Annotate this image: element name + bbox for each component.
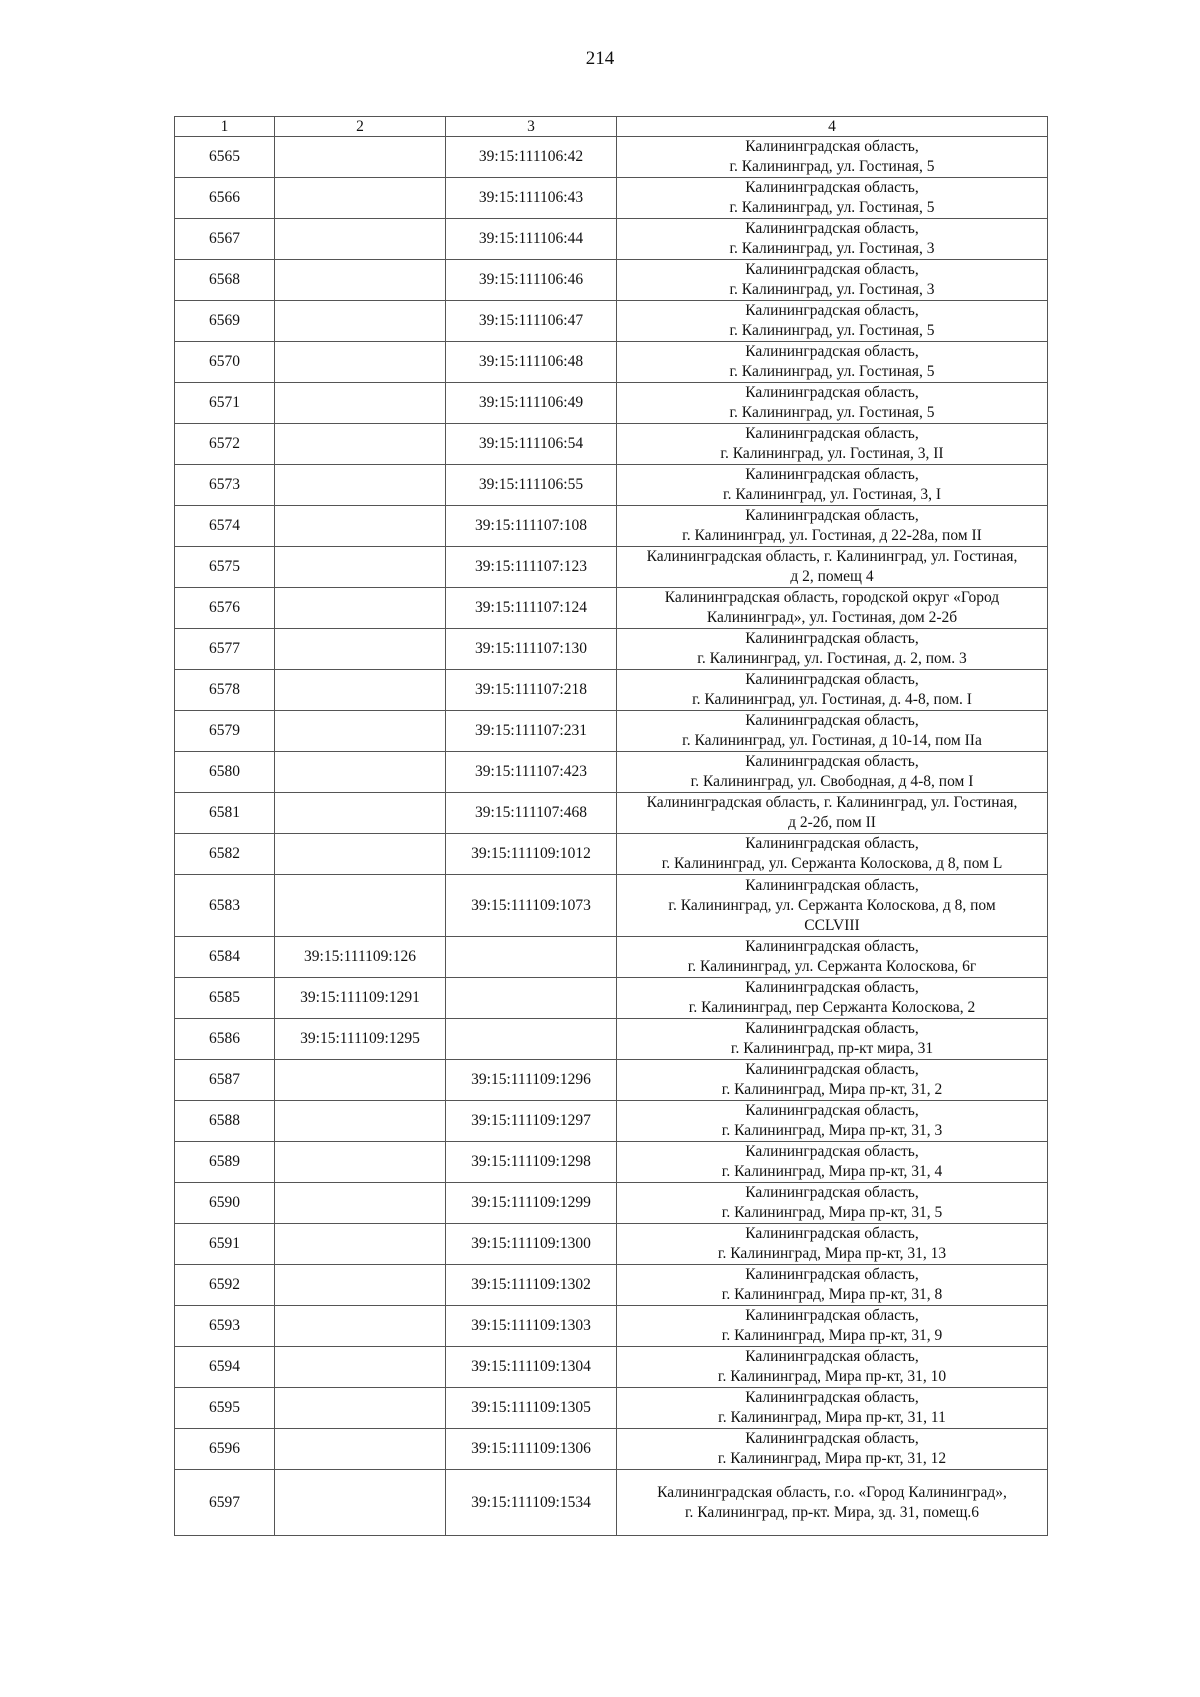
column-header: 1	[175, 117, 275, 137]
table-row	[175, 875, 1048, 937]
address-line: CCLVIII	[804, 916, 860, 934]
address-line: г. Калининград, Мира пр-кт, 31, 5	[721, 1204, 943, 1221]
address-cell	[617, 937, 1048, 978]
address-line: г. Калининград, ул. Гостиная, д 22-28а, пом II	[682, 527, 982, 544]
column-2-cell: 39:15:111109:1291	[275, 978, 446, 1019]
cadastral-number-cell: 39:15:111109:1306	[446, 1429, 617, 1470]
column-2-cell	[275, 342, 446, 383]
cadastral-number-cell: 39:15:111109:1296	[446, 1060, 617, 1101]
cadastral-number-cell: 39:15:111107:468	[446, 793, 617, 834]
row-number-cell: 6585	[175, 978, 275, 1019]
address-line: Калининградская область,	[745, 1143, 919, 1160]
table-row	[175, 793, 1048, 834]
column-2-cell	[275, 1183, 446, 1224]
row-number-cell: 6593	[175, 1306, 275, 1347]
address-cell	[617, 711, 1048, 752]
address-cell	[617, 793, 1048, 834]
table-row	[175, 1429, 1048, 1470]
table-row	[175, 465, 1048, 506]
row-number-cell: 6582	[175, 834, 275, 875]
table-row	[175, 711, 1048, 752]
column-2-cell	[275, 506, 446, 547]
address-line: г. Калининград, ул. Сержанта Колоскова, 6г	[687, 958, 977, 975]
address-line: г. Калининград, ул. Гостиная, 5	[729, 404, 935, 421]
address-cell	[617, 424, 1048, 465]
address-line: Калининградская область,	[745, 835, 919, 852]
row-number-cell: 6573	[175, 465, 275, 506]
address-line: Калининградская область,	[745, 979, 919, 996]
address-line: Калининградская область,	[745, 466, 919, 483]
cadastral-number-cell: 39:15:111109:1534	[446, 1470, 617, 1536]
address-cell	[617, 219, 1048, 260]
row-number-cell: 6591	[175, 1224, 275, 1265]
table-row	[175, 342, 1048, 383]
row-number-cell: 6565	[175, 137, 275, 178]
row-number-cell: 6588	[175, 1101, 275, 1142]
column-2-cell	[275, 1347, 446, 1388]
address-line: г. Калининград, ул. Гостиная, 3, I	[723, 486, 941, 503]
column-header: 4	[617, 117, 1048, 137]
column-header: 3	[446, 117, 617, 137]
address-line: г. Калининград, Мира пр-кт, 31, 12	[717, 1450, 947, 1467]
column-2-cell	[275, 1265, 446, 1306]
address-line: Калининградская область,	[745, 384, 919, 401]
table-row	[175, 1470, 1048, 1536]
column-2-cell	[275, 219, 446, 260]
address-cell	[617, 547, 1048, 588]
row-number-cell: 6567	[175, 219, 275, 260]
address-cell	[617, 301, 1048, 342]
address-cell	[617, 1347, 1048, 1388]
address-cell	[617, 588, 1048, 629]
cadastral-number-cell: 39:15:111109:1297	[446, 1101, 617, 1142]
address-line: Калининградская область,	[745, 1348, 919, 1365]
address-line: г. Калининград, ул. Сержанта Колоскова, д 8, пом	[668, 896, 996, 914]
address-cell	[617, 670, 1048, 711]
row-number-cell: 6576	[175, 588, 275, 629]
cadastral-number-cell: 39:15:111109:1303	[446, 1306, 617, 1347]
column-2-cell	[275, 711, 446, 752]
cadastral-number-cell: 39:15:111109:1298	[446, 1142, 617, 1183]
row-number-cell: 6577	[175, 629, 275, 670]
address-line: Калининградская область,	[745, 876, 919, 894]
address-line: Калининградская область,	[745, 138, 919, 155]
row-number-cell: 6578	[175, 670, 275, 711]
page-number: 214	[585, 48, 615, 69]
table-row	[175, 301, 1048, 342]
table-row	[175, 937, 1048, 978]
address-line: г. Калининград, Мира пр-кт, 31, 2	[721, 1081, 943, 1098]
row-number-cell: 6571	[175, 383, 275, 424]
column-2-cell	[275, 424, 446, 465]
row-number-cell: 6597	[175, 1470, 275, 1536]
address-line: г. Калининград, ул. Гостиная, 3, II	[720, 445, 944, 462]
cadastral-number-cell: 39:15:111106:55	[446, 465, 617, 506]
cadastral-number-cell: 39:15:111106:47	[446, 301, 617, 342]
address-line: Калининградская область,	[745, 302, 919, 319]
address-cell	[617, 178, 1048, 219]
column-2-cell	[275, 1306, 446, 1347]
address-cell	[617, 137, 1048, 178]
address-line: г. Калининград, пр-кт мира, 31	[730, 1040, 934, 1057]
cadastral-number-cell: 39:15:111106:43	[446, 178, 617, 219]
column-2-cell	[275, 834, 446, 875]
row-number-cell: 6580	[175, 752, 275, 793]
column-2-cell	[275, 1060, 446, 1101]
address-line: Калининградская область,	[745, 712, 919, 729]
address-line: г. Калининград, ул. Гостиная, д. 2, пом. 3	[697, 650, 967, 667]
address-line: Калининград», ул. Гостиная, дом 2-2б	[706, 609, 958, 626]
address-cell	[617, 1470, 1048, 1536]
address-line: Калининградская область,	[745, 1389, 919, 1406]
column-2-cell	[275, 793, 446, 834]
address-line: Калининградская область,	[745, 425, 919, 442]
cadastral-number-cell: 39:15:111109:1305	[446, 1388, 617, 1429]
address-cell	[617, 1183, 1048, 1224]
row-number-cell: 6596	[175, 1429, 275, 1470]
column-2-cell	[275, 137, 446, 178]
address-line: Калининградская область,	[745, 1061, 919, 1078]
address-line: Калининградская область, г. Калининград, ул. Гостиная,	[646, 794, 1018, 811]
row-number-cell: 6589	[175, 1142, 275, 1183]
table-row	[175, 1306, 1048, 1347]
cadastral-number-cell: 39:15:111109:1300	[446, 1224, 617, 1265]
row-number-cell: 6590	[175, 1183, 275, 1224]
address-line: Калининградская область,	[745, 1225, 919, 1242]
address-line: Калининградская область,	[745, 261, 919, 278]
address-line: г. Калининград, Мира пр-кт, 31, 8	[721, 1286, 943, 1303]
cadastral-number-cell	[446, 1019, 617, 1060]
address-line: Калининградская область,	[745, 1102, 919, 1119]
address-cell	[617, 1306, 1048, 1347]
address-line: г. Калининград, Мира пр-кт, 31, 4	[721, 1163, 943, 1180]
address-cell	[617, 752, 1048, 793]
table-row	[175, 670, 1048, 711]
table-row	[175, 1019, 1048, 1060]
address-cell	[617, 1142, 1048, 1183]
table-header-row	[175, 117, 1048, 137]
cadastral-number-cell: 39:15:111106:54	[446, 424, 617, 465]
table-row	[175, 588, 1048, 629]
address-line: д 2-2б, пом II	[788, 814, 876, 831]
cadastral-number-cell: 39:15:111106:46	[446, 260, 617, 301]
cadastral-number-cell: 39:15:111107:130	[446, 629, 617, 670]
cadastral-number-cell	[446, 978, 617, 1019]
address-cell	[617, 1388, 1048, 1429]
row-number-cell: 6572	[175, 424, 275, 465]
address-line: Калининградская область,	[745, 630, 919, 647]
address-line: г. Калининград, ул. Гостиная, д. 4-8, пом. I	[692, 691, 972, 708]
address-line: Калининградская область, г. Калининград, ул. Гостиная,	[646, 548, 1018, 565]
column-2-cell	[275, 1224, 446, 1265]
column-2-cell	[275, 588, 446, 629]
cadastral-number-cell: 39:15:111106:44	[446, 219, 617, 260]
address-cell	[617, 506, 1048, 547]
table-row	[175, 178, 1048, 219]
address-line: г. Калининград, Мира пр-кт, 31, 10	[717, 1368, 947, 1385]
column-2-cell	[275, 260, 446, 301]
address-line: г. Калининград, ул. Сержанта Колоскова, д 8, пом L	[661, 855, 1003, 872]
address-line: г. Калининград, ул. Гостиная, 5	[729, 363, 935, 380]
address-cell	[617, 383, 1048, 424]
address-cell	[617, 834, 1048, 875]
address-line: Калининградская область,	[745, 938, 919, 955]
row-number-cell: 6569	[175, 301, 275, 342]
cadastral-number-cell: 39:15:111106:48	[446, 342, 617, 383]
address-cell	[617, 1019, 1048, 1060]
row-number-cell: 6587	[175, 1060, 275, 1101]
column-2-cell: 39:15:111109:1295	[275, 1019, 446, 1060]
table-row	[175, 752, 1048, 793]
address-line: Калининградская область,	[745, 1266, 919, 1283]
table-row	[175, 1388, 1048, 1429]
column-2-cell	[275, 178, 446, 219]
column-2-cell	[275, 301, 446, 342]
address-line: г. Калининград, Мира пр-кт, 31, 13	[717, 1245, 947, 1262]
table-row	[175, 1142, 1048, 1183]
address-line: г. Калининград, ул. Гостиная, 3	[729, 281, 935, 298]
row-number-cell: 6584	[175, 937, 275, 978]
row-number-cell: 6575	[175, 547, 275, 588]
cadastral-number-cell: 39:15:111106:42	[446, 137, 617, 178]
column-2-cell	[275, 547, 446, 588]
column-2-cell	[275, 875, 446, 937]
column-2-cell: 39:15:111109:126	[275, 937, 446, 978]
table-row	[175, 506, 1048, 547]
row-number-cell: 6566	[175, 178, 275, 219]
table-row	[175, 1224, 1048, 1265]
table-row	[175, 137, 1048, 178]
cadastral-number-cell: 39:15:111109:1302	[446, 1265, 617, 1306]
column-2-cell	[275, 1101, 446, 1142]
row-number-cell: 6581	[175, 793, 275, 834]
column-2-cell	[275, 670, 446, 711]
address-line: Калининградская область,	[745, 507, 919, 524]
column-2-cell	[275, 752, 446, 793]
cadastral-number-cell: 39:15:111109:1073	[446, 875, 617, 937]
cadastral-number-cell: 39:15:111107:423	[446, 752, 617, 793]
address-cell	[617, 342, 1048, 383]
address-line: Калининградская область,	[745, 1430, 919, 1447]
table-row	[175, 547, 1048, 588]
address-line: Калининградская область,	[745, 1020, 919, 1037]
table-row	[175, 1265, 1048, 1306]
row-number-cell: 6583	[175, 875, 275, 937]
row-number-cell: 6570	[175, 342, 275, 383]
address-line: г. Калининград, ул. Гостиная, д 10-14, пом IIа	[682, 732, 982, 749]
cadastral-number-cell: 39:15:111109:1012	[446, 834, 617, 875]
cadastral-number-cell: 39:15:111107:108	[446, 506, 617, 547]
address-line: г. Калининград, ул. Свободная, д 4-8, пом I	[690, 773, 974, 790]
column-2-cell	[275, 1429, 446, 1470]
table-row	[175, 1183, 1048, 1224]
address-cell	[617, 1265, 1048, 1306]
address-line: г. Калининград, ул. Гостиная, 5	[729, 199, 935, 216]
address-line: Калининградская область,	[745, 343, 919, 360]
address-line: г. Калининград, ул. Гостиная, 5	[729, 322, 935, 339]
table-row	[175, 424, 1048, 465]
row-number-cell: 6595	[175, 1388, 275, 1429]
table-row	[175, 383, 1048, 424]
address-cell	[617, 1429, 1048, 1470]
address-line: г. Калининград, пр-кт. Мира, зд. 31, помещ.6	[684, 1503, 980, 1521]
address-line: г. Калининград, ул. Гостиная, 3	[729, 240, 935, 257]
address-cell	[617, 1224, 1048, 1265]
column-2-cell	[275, 383, 446, 424]
address-cell	[617, 465, 1048, 506]
column-2-cell	[275, 1388, 446, 1429]
cadastral-number-cell: 39:15:111107:231	[446, 711, 617, 752]
cadastral-number-cell: 39:15:111106:49	[446, 383, 617, 424]
table-row	[175, 1101, 1048, 1142]
address-cell	[617, 260, 1048, 301]
address-cell	[617, 629, 1048, 670]
address-line: д 2, помещ 4	[790, 568, 874, 585]
address-line: Калининградская область, г.о. «Город Калининград»,	[657, 1483, 1007, 1501]
address-line: Калининградская область,	[745, 753, 919, 770]
table-row	[175, 978, 1048, 1019]
cadastral-number-cell: 39:15:111107:218	[446, 670, 617, 711]
table-row	[175, 629, 1048, 670]
cadastral-number-cell: 39:15:111109:1304	[446, 1347, 617, 1388]
address-line: г. Калининград, ул. Гостиная, 5	[729, 158, 935, 175]
column-2-cell	[275, 1142, 446, 1183]
column-2-cell	[275, 1470, 446, 1536]
column-2-cell	[275, 629, 446, 670]
address-cell	[617, 1101, 1048, 1142]
address-line: г. Калининград, Мира пр-кт, 31, 9	[721, 1327, 943, 1344]
row-number-cell: 6568	[175, 260, 275, 301]
table-row	[175, 1347, 1048, 1388]
row-number-cell: 6586	[175, 1019, 275, 1060]
address-line: Калининградская область,	[745, 179, 919, 196]
address-cell	[617, 1060, 1048, 1101]
address-line: Калининградская область,	[745, 220, 919, 237]
address-line: Калининградская область,	[745, 671, 919, 688]
address-line: Калининградская область, городской округ «Город	[664, 589, 1000, 606]
address-line: г. Калининград, пер Сержанта Колоскова, 2	[688, 999, 976, 1016]
row-number-cell: 6592	[175, 1265, 275, 1306]
address-line: г. Калининград, Мира пр-кт, 31, 3	[721, 1122, 943, 1139]
row-number-cell: 6594	[175, 1347, 275, 1388]
address-line: Калининградская область,	[745, 1184, 919, 1201]
table-row	[175, 1060, 1048, 1101]
address-cell	[617, 978, 1048, 1019]
address-cell	[617, 875, 1048, 937]
address-line: г. Калининград, Мира пр-кт, 31, 11	[718, 1409, 946, 1426]
cadastral-number-cell	[446, 937, 617, 978]
cadastral-number-cell: 39:15:111109:1299	[446, 1183, 617, 1224]
table-row	[175, 260, 1048, 301]
table-row	[175, 834, 1048, 875]
cadastral-number-cell: 39:15:111107:124	[446, 588, 617, 629]
row-number-cell: 6579	[175, 711, 275, 752]
cadastral-number-cell: 39:15:111107:123	[446, 547, 617, 588]
column-2-cell	[275, 465, 446, 506]
registry-table	[174, 116, 1048, 1536]
row-number-cell: 6574	[175, 506, 275, 547]
table-row	[175, 219, 1048, 260]
column-header: 2	[275, 117, 446, 137]
table-body	[175, 137, 1048, 1536]
address-line: Калининградская область,	[745, 1307, 919, 1324]
